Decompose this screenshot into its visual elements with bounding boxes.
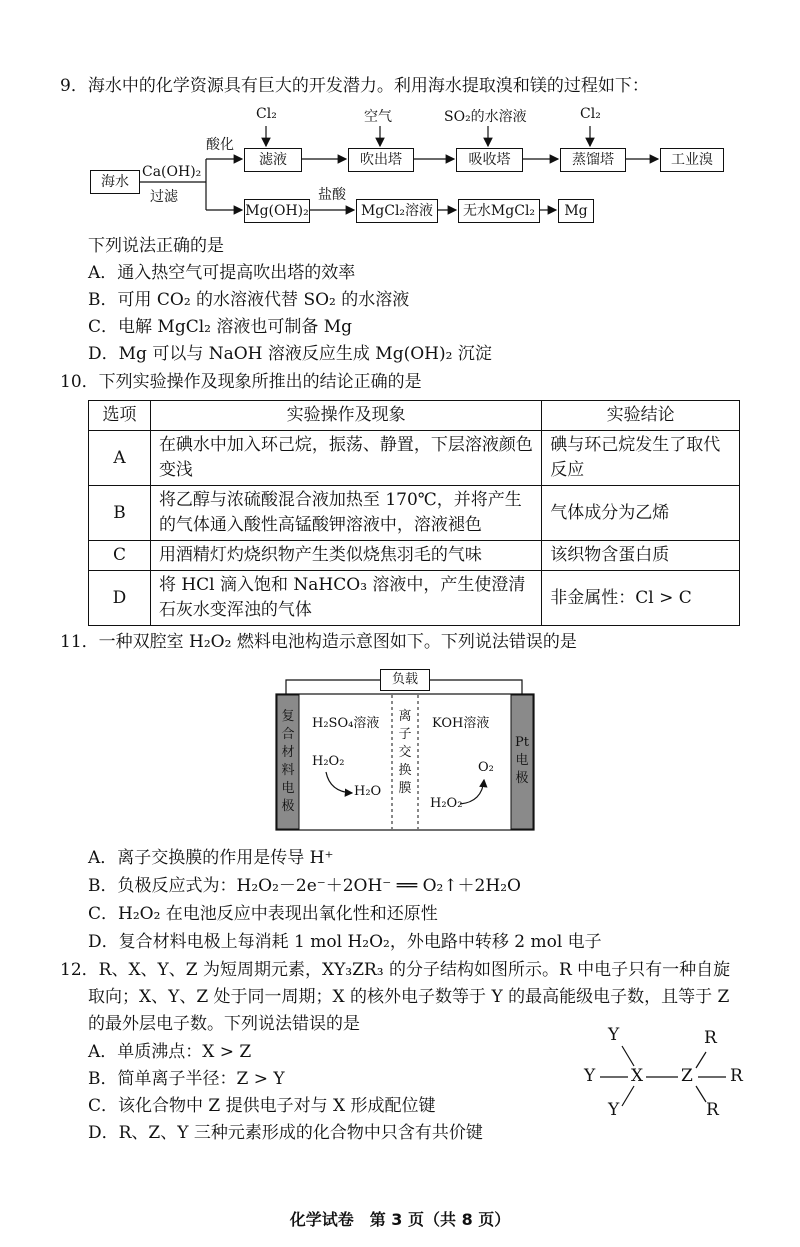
- filtrate-box: 滤液: [244, 148, 302, 172]
- row-option: D: [89, 571, 151, 626]
- table-row: [89, 571, 740, 626]
- q11-option-a[interactable]: A．离子交换膜的作用是传导 H⁺: [88, 848, 334, 868]
- so2-label: SO₂的水溶液: [444, 109, 527, 125]
- right-h2o2-label: H₂O₂: [430, 796, 463, 811]
- q11-option-b[interactable]: B．负极反应式为：H₂O₂－2e⁻＋2OH⁻ ══ O₂↑＋2H₂O: [88, 876, 521, 896]
- q10-stem: [60, 370, 422, 394]
- q12-option-d[interactable]: D．R、Z、Y 三种元素形成的化合物中只含有共价键: [88, 1123, 483, 1143]
- caoh2-label: Ca(OH)₂: [142, 164, 202, 180]
- row-conclusion: 气体成分为乙烯: [542, 486, 740, 541]
- q9-number: 9．: [60, 76, 88, 96]
- q10-text: 下列实验操作及现象所推出的结论正确的是: [98, 372, 422, 392]
- q12-stem-line-1: [60, 958, 730, 982]
- table-row: [89, 541, 740, 571]
- atom-r-bottom: R: [706, 1100, 719, 1120]
- q11-stem: [60, 630, 577, 654]
- q12-text-1: R、X、Y、Z 为短周期元素，XY₃ZR₃ 的分子结构如图所示。R 中电子只有一种自旋: [98, 960, 731, 980]
- q12-option-b[interactable]: B．简单离子半径：Z > Y: [88, 1069, 285, 1089]
- row-operation: 在碘水中加入环己烷，振荡、静置，下层溶液颜色变浅: [150, 431, 541, 486]
- mg-box: Mg: [558, 199, 594, 223]
- mgcl2-solution-box: MgCl₂溶液: [356, 199, 438, 223]
- composite-electrode-label: 复合材料电极: [281, 709, 295, 814]
- load-box: 负载: [380, 669, 430, 691]
- mgoh2-box: Mg(OH)₂: [244, 199, 310, 223]
- cl2-label-b: Cl₂: [580, 106, 601, 122]
- atom-y-top: Y: [608, 1025, 620, 1045]
- acidify-label: 酸化: [206, 137, 234, 153]
- row-option: A: [89, 431, 151, 486]
- table-row: [89, 431, 740, 486]
- atom-y-bottom: Y: [608, 1100, 620, 1120]
- membrane-label: 离子交换膜: [398, 709, 412, 796]
- header-option: 选项: [89, 401, 151, 431]
- q10-table: [88, 400, 740, 626]
- filter-label: 过滤: [150, 189, 178, 205]
- h2o-label: H₂O: [354, 784, 382, 799]
- q10-number: 10．: [60, 372, 99, 392]
- row-operation: 将 HCl 滴入饱和 NaHCO₃ 溶液中，产生使澄清石灰水变浑浊的气体: [150, 571, 541, 626]
- fuel-cell-diagram: [274, 664, 536, 834]
- atom-x: X: [631, 1066, 644, 1086]
- pt-electrode-label: Pt电极: [515, 735, 529, 786]
- q9-option-c[interactable]: C．电解 MgCl₂ 溶液也可制备 Mg: [88, 317, 353, 337]
- row-operation: 用酒精灯灼烧织物产生类似烧焦羽毛的气味: [150, 541, 541, 571]
- q12-stem-line-2: 取向；X、Y、Z 处于同一周期；X 的核外电子数等于 Y 的最高能级电子数，且等于 Z: [88, 987, 730, 1007]
- q9-option-b[interactable]: B．可用 CO₂ 的水溶液代替 SO₂ 的水溶液: [88, 290, 410, 310]
- absorption-tower-box: 吸收塔: [456, 148, 523, 172]
- anhydrous-mgcl2-box: 无水MgCl₂: [458, 199, 540, 223]
- q11-option-d[interactable]: D．复合材料电极上每消耗 1 mol H₂O₂，外电路中转移 2 mol 电子: [88, 932, 602, 952]
- blowout-tower-box: 吹出塔: [348, 148, 414, 172]
- atom-y-left: Y: [584, 1066, 596, 1086]
- table-row: [89, 486, 740, 541]
- row-conclusion: 碘与环己烷发生了取代反应: [542, 431, 740, 486]
- q9-prompt: 下列说法正确的是: [88, 236, 224, 256]
- q11-text: 一种双腔室 H₂O₂ 燃料电池构造示意图如下。下列说法错误的是: [98, 632, 577, 652]
- row-operation: 将乙醇与浓硫酸混合液加热至 170℃，并将产生的气体通入酸性高锰酸钾溶液中，溶液褪色: [150, 486, 541, 541]
- atom-r-top: R: [704, 1028, 717, 1048]
- q9-stem: [60, 74, 649, 98]
- q9-text: 海水中的化学资源具有巨大的开发潜力。利用海水提取溴和镁的过程如下：: [87, 76, 649, 96]
- atom-r-right: R: [730, 1066, 743, 1086]
- header-conclusion: 实验结论: [542, 401, 740, 431]
- h2so4-label: H₂SO₄溶液: [312, 716, 380, 731]
- row-option: C: [89, 541, 151, 571]
- q12-option-a[interactable]: A．单质沸点：X > Z: [88, 1042, 252, 1062]
- q11-option-c[interactable]: C．H₂O₂ 在电池反应中表现出氧化性和还原性: [88, 904, 438, 924]
- q12-number: 12．: [60, 960, 99, 980]
- table-header-row: [89, 401, 740, 431]
- o2-label: O₂: [478, 760, 494, 775]
- air-label: 空气: [364, 109, 392, 125]
- row-option: B: [89, 486, 151, 541]
- q12-stem-line-3: 的最外层电子数。下列说法错误的是: [88, 1014, 360, 1034]
- q11-number: 11．: [60, 632, 99, 652]
- row-conclusion: 该织物含蛋白质: [542, 541, 740, 571]
- distillation-tower-box: 蒸馏塔: [560, 148, 626, 172]
- seawater-box: 海水: [90, 170, 140, 194]
- koh-label: KOH溶液: [432, 716, 490, 731]
- q9-option-a[interactable]: A．通入热空气可提高吹出塔的效率: [88, 263, 356, 283]
- hcl-label: 盐酸: [318, 187, 346, 203]
- q12-option-c[interactable]: C．该化合物中 Z 提供电子对与 X 形成配位键: [88, 1096, 436, 1116]
- q9-flow-diagram: [88, 104, 728, 234]
- industrial-bromine-box: 工业溴: [660, 148, 724, 172]
- q12-molecule-structure: [580, 1020, 760, 1120]
- q9-option-d[interactable]: D．Mg 可以与 NaOH 溶液反应生成 Mg(OH)₂ 沉淀: [88, 344, 492, 364]
- left-h2o2-label: H₂O₂: [312, 754, 345, 769]
- cl2-label-a: Cl₂: [256, 106, 277, 122]
- atom-z: Z: [681, 1066, 693, 1086]
- row-conclusion: 非金属性：Cl > C: [542, 571, 740, 626]
- page-footer: 化学试卷 第 3 页（共 8 页）: [289, 1210, 511, 1229]
- header-operation: 实验操作及现象: [150, 401, 541, 431]
